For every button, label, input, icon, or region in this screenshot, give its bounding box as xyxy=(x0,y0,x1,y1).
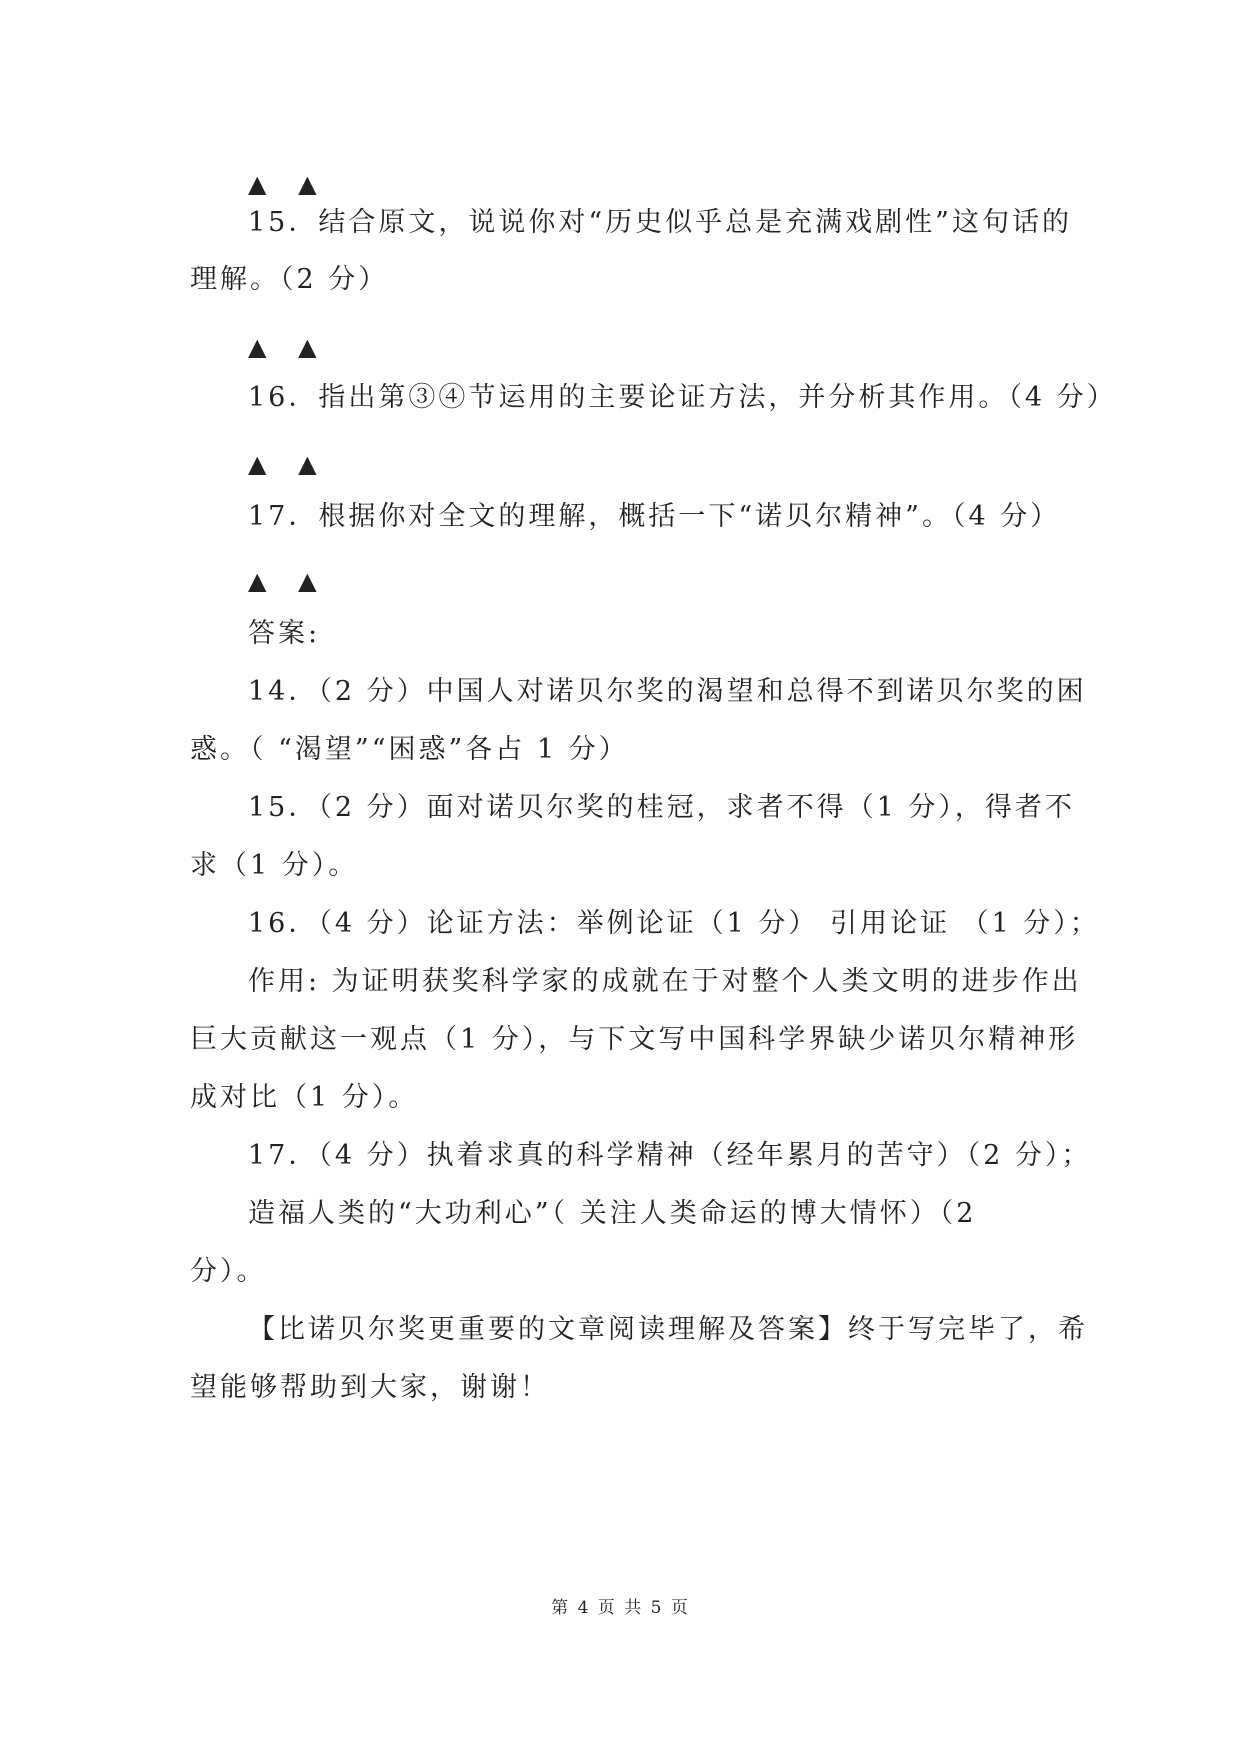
answer-17-line-3: 分）。 xyxy=(190,1256,267,1287)
answer-heading: 答案: xyxy=(248,618,321,649)
answer-placeholder-marks: ▲ ▲ xyxy=(248,567,329,595)
page-footer: 第 4 页 共 5 页 xyxy=(551,1598,690,1618)
answer-15-line-2: 求（1 分）。 xyxy=(190,850,359,881)
question-15-line-1: 15．结合原文，说说你对“历史似乎总是充满戏剧性”这句话的 xyxy=(248,207,1072,238)
answer-16-line-1: 16．（4 分）论证方法：举例论证（1 分） 引用论证 （1 分）； xyxy=(248,908,1100,939)
question-15-line-2: 理解。（2 分） xyxy=(190,264,389,295)
answer-16-line-4: 成对比（1 分）。 xyxy=(190,1082,419,1113)
answer-placeholder-marks: ▲ ▲ xyxy=(248,333,329,361)
answer-16-line-3: 巨大贡献这一观点（1 分），与下文写中国科学界缺少诺贝尔精神形 xyxy=(190,1024,1079,1055)
answer-14-line-2: 惑。（ “渴望”“困惑”各占 1 分） xyxy=(190,734,629,765)
answer-placeholder-marks: ▲ ▲ xyxy=(248,450,329,478)
closing-line-1: 【比诺贝尔奖更重要的文章阅读理解及答案】终于写完毕了，希 xyxy=(248,1314,1088,1345)
answer-17-line-1: 17．（4 分）执着求真的科学精神（经年累月的苦守）（2 分）； xyxy=(248,1140,1092,1171)
question-16: 16．指出第③④节运用的主要论证方法，并分析其作用。（4 分） xyxy=(248,382,1117,413)
answer-14-line-1: 14．（2 分）中国人对诺贝尔奖的渴望和总得不到诺贝尔奖的困 xyxy=(248,676,1087,707)
answer-15-line-1: 15．（2 分）面对诺贝尔奖的桂冠，求者不得（1 分），得者不 xyxy=(248,792,1075,823)
answer-17-line-2: 造福人类的“大功利心”（ 关注人类命运的博大情怀）（2 xyxy=(248,1198,977,1229)
answer-placeholder-marks: ▲ ▲ xyxy=(248,170,329,198)
closing-line-2: 望能够帮助到大家，谢谢！ xyxy=(190,1372,550,1403)
answer-16-line-2: 作用: 为证明获奖科学家的成就在于对整个人类文明的进步作出 xyxy=(248,966,1082,997)
question-17: 17．根据你对全文的理解，概括一下“诺贝尔精神”。（4 分） xyxy=(248,501,1061,532)
